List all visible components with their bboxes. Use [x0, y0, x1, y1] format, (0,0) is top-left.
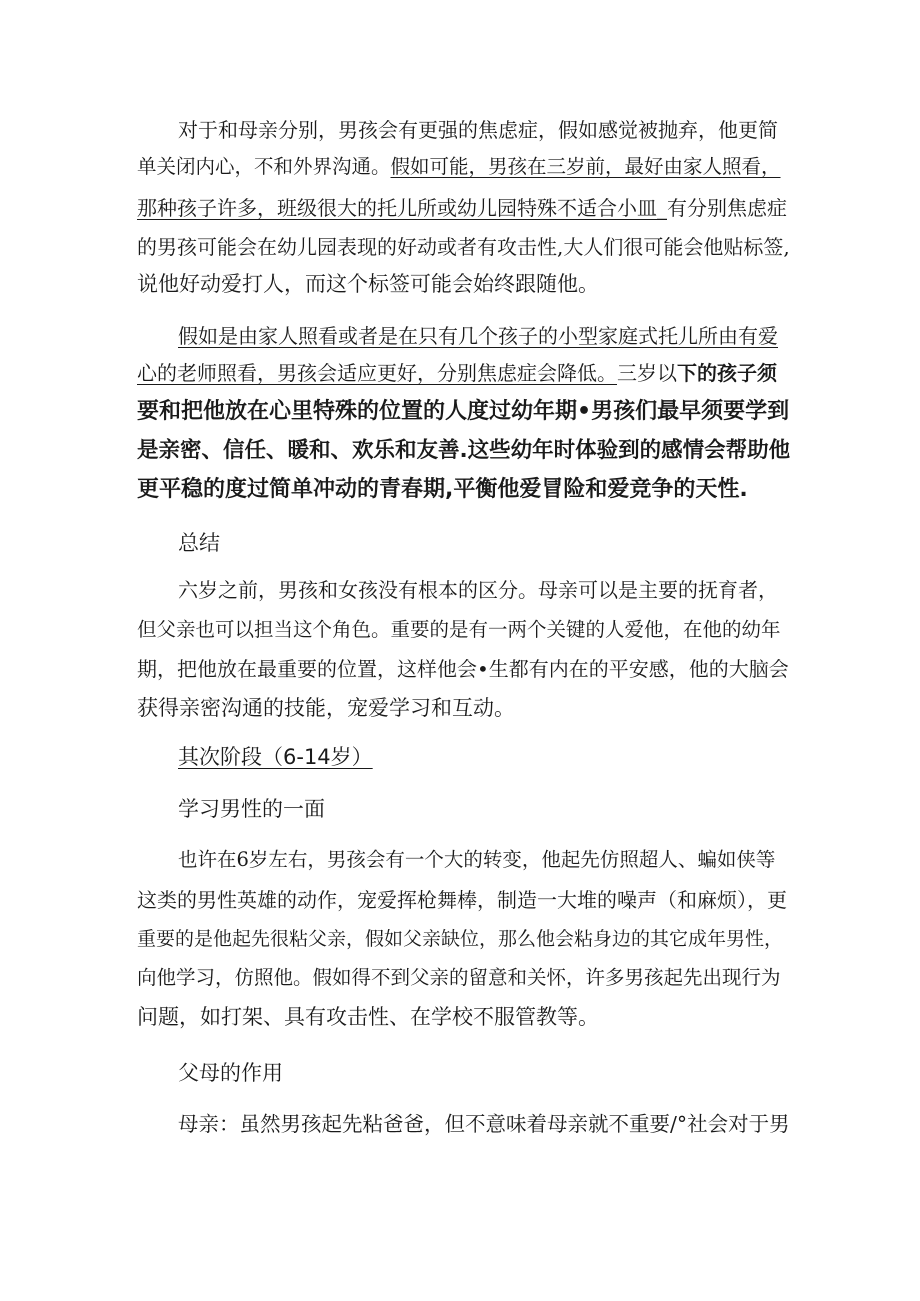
paragraph-4-line-3: 重要的是他起先很粘父亲，假如父亲缺位，那么他会粘身边的其它成年男性， [137, 928, 784, 950]
paragraph-1-line-2-plain: 单关闭内心，不和外界沟通。 [137, 155, 391, 178]
heading-learning-male-side: 学习男性的一面 [178, 797, 325, 821]
paragraph-2-line-2 [137, 359, 777, 388]
paragraph-3-line-4: 获得亲密沟通的技能，宠爱学习和互动。 [137, 696, 515, 720]
paragraph-4-line-4: 向他学习，仿照他。假如得不到父亲的留意和关怀，许多男孩起先出现行为 [137, 966, 781, 989]
paragraph-4-line-1: 也许在6岁左右，男孩会有一个大的转变，他起先仿照超人、蝙如侠等 [178, 848, 776, 871]
paragraph-2-line-1: 假如是由家人照看或者是在只有几个孩子的小型家庭式托儿所由有爱 [178, 324, 778, 348]
paragraph-1-line-3 [137, 194, 787, 222]
paragraph-2-line-5: 更平稳的度过简单冲动的青春期,平衡他爱冒险和爱竞争的天性. [137, 477, 748, 502]
paragraph-2-line-4: 是亲密、信任、暖和、欢乐和友善.这些幼年时体验到的感情会帮助他 [137, 438, 791, 463]
paragraph-4-line-5: 问题，如打架、具有攻击性、在学校不服管教等。 [137, 1005, 599, 1029]
paragraph-1-line-2 [137, 153, 781, 181]
paragraph-2-line-3: 要和把他放在心里特殊的位置的人度过幼年期•男孩们最早须要学到 [137, 399, 790, 424]
paragraph-2-line-2-serif: 三岁以 [617, 361, 677, 385]
heading-second-stage: 其次阶段（6-14岁） [178, 745, 373, 769]
paragraph-1-line-3-plain: 有分别焦虑症 [667, 196, 787, 220]
paragraph-1-line-1: 对于和母亲分别，男孩会有更强的焦虑症，假如感觉被抛弃，他更简 [178, 118, 778, 142]
paragraph-2-line-2-underlined: 心的老师照看，男孩会适应更好，分别焦虑症会降低。 [137, 361, 617, 385]
paragraph-1-line-3-underlined: 那种孩子许多，班级很大的托儿所或幼儿园特殊不适合小皿_ [137, 196, 667, 220]
paragraph-5-line-1: 母亲：虽然男孩起先粘爸爸，但不意味着母亲就不重要/°社会对于男 [178, 1112, 790, 1136]
paragraph-1-line-2-underlined: 假如可能，男孩在三岁前，最好由家人照看， [390, 155, 781, 178]
paragraph-4-line-2: 这类的男性英雄的动作，宠爱挥枪舞棒，制造一大堆的噪声（和麻烦），更 [137, 888, 787, 912]
heading-summary: 总结 [178, 531, 220, 555]
paragraph-3-line-1: 六岁之前，男孩和女孩没有根本的区分。母亲可以是主要的抚育者， [178, 578, 778, 602]
paragraph-3-line-2: 但父亲也可以担当这个角色。重要的是有一两个关键的人爱他，在他的幼年 [137, 618, 781, 641]
paragraph-1-line-4: 的男孩可能会在幼儿园表现的好动或者有攻击性,大人们很可能会他贴标签, [137, 235, 790, 259]
paragraph-1-line-5: 说他好动爱打人，而这个标签可能会始终跟随他。 [137, 272, 599, 296]
heading-role-of-parents: 父母的作用 [178, 1061, 283, 1085]
paragraph-3-line-3: 期，把他放在最重要的位置，这样他会•生都有内在的平安感，他的大脑会 [137, 657, 789, 681]
paragraph-2-line-2-bold: 下的孩子须 [677, 361, 777, 385]
